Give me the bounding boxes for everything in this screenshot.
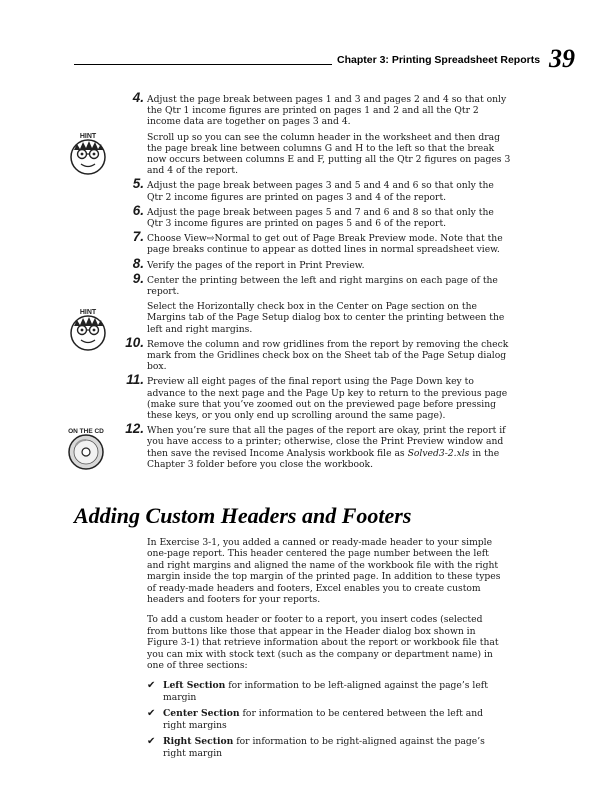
step [120,334,512,373]
check-icon: ✔ [147,708,156,720]
step [120,229,512,256]
step-text: Verify the pages of the report in Print Preview. [147,259,365,271]
step-text: Adjust the page break between pages 1 and 3 and pages 2 and 4 so that only the Qtr 1 income figures are printed on pages 1 and 2 and all the Qtr 2 income data are together on pages 3 and 4. [147,94,507,128]
step-number: 5. [132,176,144,192]
page-number: 39 [549,44,575,73]
hint-label: HINT [79,133,97,140]
step-text: Adjust the page break between pages 5 and 7 and 6 and 8 so that only the Qtr 3 income figures are printed on pages 5 and 6 of the report. [147,206,494,230]
list-item [147,680,507,703]
step-text: Adjust the page break between pages 3 and 5 and 4 and 6 so that only the Qtr 2 income figures are printed on pages 3 and 4 of the report. [147,180,494,203]
step [120,372,512,422]
step-number: 8. [132,255,144,271]
section-heading: Adding Custom Headers and Footers [74,503,412,528]
step-number: 12. [125,421,144,437]
list-item [147,708,507,731]
step [120,421,512,470]
step-number: 11. [126,372,144,388]
cd-label: ON THE CD [68,428,104,435]
check-icon: ✔ [147,736,156,748]
on-the-cd-icon [64,425,108,473]
list-item-text: for information to be right-aligned against the page’s right margin [163,736,485,759]
step [120,90,512,128]
hint-icon [66,306,110,354]
step [120,270,512,298]
step-text: Preview all eight pages of the final report using the Page Down key to advance to the next page and the Page Up key to return to the previous page (make sure that you’ve zoomed out on the previewed page before pressing these keys, or you only end up scrolling around the same page). [147,376,508,422]
list-item-text: for information to be centered between the left and right margins [163,708,483,731]
paragraph: In Exercise 3-1, you added a canned or ready-made header to your simple one-page report. This header centered the page number between the left and right margins and aligned the name of the workbook file with the right margin inside the top margin of the printed page. In addition to these types of ready-made headers and footers, Excel enables you to create custom headers and footers for your reports. [147,537,501,606]
hint-label: HINT [79,309,97,316]
step-number: 6. [132,202,144,218]
step [120,202,512,230]
step-note: Scroll up so you can see the column header in the worksheet and then drag the page break line between columns G and H to the left so that the break now occurs between columns E and F, putting all the Qtr 2 figures on pages 3 and 4 of the report. [147,131,511,177]
step-number: 7. [132,229,144,245]
step-text-after: in the Chapter 3 folder before you close the workbook. [147,447,500,470]
list-item-term: Right Section [163,736,234,748]
step-text: Remove the column and row gridlines from the report by removing the check mark from the Gridlines check box on the Sheet tab of the Page Setup dialog box. [147,338,509,373]
step-number: 9. [132,270,144,286]
section-body [147,537,507,764]
step-text: Choose View⇨Normal to get out of Page Break Preview mode. Note that the page breaks continue to appear as dotted lines in normal spreadsheet view. [147,233,503,256]
header-rule [74,64,332,65]
hint-icon [66,130,110,178]
step-number: 4. [132,90,144,105]
step-text-before: When you’re sure that all the pages of the report are okay, print the report if you have access to a printer; otherwise, close the Print Preview window and then save the revised Income Analysis workbook file as [147,425,506,459]
step-text [147,425,506,470]
step [120,255,512,271]
list-item-text: for information to be left-aligned against the page’s left margin [163,680,488,703]
section-list [147,680,507,758]
chapter-title: Chapter 3: Printing Spreadsheet Reports [337,54,541,66]
step [120,176,512,203]
step-number: 10. [125,334,144,350]
list-item [147,736,507,759]
check-icon: ✔ [147,680,156,692]
paragraph: To add a custom header or footer to a report, you insert codes (selected from buttons like those that appear in the Header dialog box shown in Figure 3-1) that retrieve information about the report or workbook file that you can mix with stock text (such as the company or department name) in one of three sections: [147,614,499,672]
step-text: Center the printing between the left and right margins on each page of the report. [147,274,498,298]
steps-list [120,90,512,474]
list-item-term: Center Section [163,708,240,720]
filename: Solved3-2.xls [407,447,470,459]
step-note: Select the Horizontally check box in the Center on Page section on the Margins tab of the Page Setup dialog box to center the printing between the left and right margins. [147,301,505,335]
list-item-term: Left Section [163,680,226,692]
